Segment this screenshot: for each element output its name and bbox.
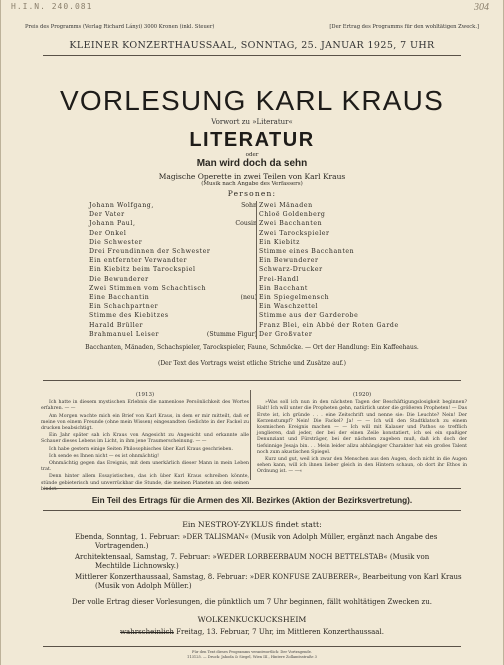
work-subtitle: Man wird doch da sehn — [196, 158, 308, 169]
cast-role-note: Sohn — [241, 202, 257, 209]
cast-list-right — [259, 201, 459, 339]
imprint — [1, 650, 503, 659]
cast-list-left — [89, 201, 257, 339]
cast-extras: Bacchanten, Mänaden, Schachspieler, Tarockspieler, Faune, Schmöcke. — Ort der Handlung: Ein Kaffeehaus. — [85, 344, 419, 351]
cast-row-left — [89, 219, 257, 228]
imprint-line: Für den Text dieses Programms verantwortlich: Der Vortragende. — [192, 650, 312, 654]
vorwort-line: Vorwort zu »Literatur« — [211, 118, 293, 126]
proceeds-note: [Der Ertrag des Programms für den wohltätigen Zweck.] — [329, 24, 479, 30]
cast-row-right: Stimme aus der Garderobe — [259, 312, 359, 320]
cycle-event: Architektensaal, Samstag, 7. Februar: »WEDER LORBEERBAUM NOCH BETTELSTAB« (Musik von Mechtilde Lichnowsky.) — [75, 553, 430, 571]
oder-word: oder — [245, 152, 259, 158]
year-heading-1920: (1920) — [352, 392, 372, 398]
cast-role: Die Bewunderer — [89, 275, 149, 283]
page-number: 304 — [474, 2, 489, 13]
header-topline — [25, 24, 479, 30]
cast-role-note: Cousin — [235, 220, 257, 228]
proceeds-line: Ein Teil des Ertrags für die Armen des XII. Bezirkes (Aktion der Bezirksvertretung). — [91, 496, 413, 505]
cast-role-note: (Stumme Figur) — [206, 330, 257, 338]
quote-paragraph: Kurz und gut, weil ich zwar den Menschen aus den Augen, doch nicht in die Augen sehen kann, will ich ihnen lieber gleich in den Hintern schaun, ob dort ihr Ethos in Ordnung ist. — —« — [257, 457, 467, 475]
cast-row-left — [89, 247, 257, 256]
quote-paragraph: Am Morgen wachte mich ein Brief von Karl Kraus, in dem er mir mitteilt, daß er meine von einem Freunde (ohne mein Wissen) eingesandten Gedichte in der Fackel zu drucken beabsichtigt. — [41, 413, 249, 432]
music-note: (Musik nach Angabe des Verfassers) — [201, 181, 303, 187]
quote-column-1913 — [41, 392, 249, 494]
cast-row-right: Franz Blei, ein Abbé der Roten Garde — [259, 321, 399, 329]
cast-row-left — [89, 321, 257, 330]
cast-role: Johann Paul, — [89, 220, 136, 228]
cast-row-right: Schwarz-Drucker — [259, 266, 323, 274]
cast-role: Johann Wolfgang, — [89, 202, 154, 209]
genre-line: Magische Operette in zwei Teilen von Karl Kraus — [158, 172, 346, 181]
cast-role-note: (neu) — [240, 294, 257, 302]
cast-row-left — [89, 201, 257, 210]
cast-heading: Personen: — [227, 189, 277, 198]
cast-role: Drei Freundinnen der Schwester — [89, 248, 211, 256]
cast-role: Ein Kiebitz beim Tarockspiel — [89, 266, 196, 274]
cast-role: Harald Brüller — [89, 321, 144, 329]
cast-row-left — [89, 229, 257, 238]
cycle-closing: Der volle Ertrag dieser Vorlesungen, die pünktlich um 7 Uhr beginnen, fällt wohltätigen Zwecken zu. — [72, 598, 432, 606]
proceeds-rule-bottom — [43, 510, 461, 511]
cast-role: Zwei Stimmen vom Schachtisch — [89, 284, 207, 292]
cast-row-left — [89, 293, 257, 302]
header-rule — [43, 55, 461, 56]
cast-row-left — [89, 330, 257, 339]
wolkenkuckucksheim-heading: WOLKENKUCKUCKSHEIM — [197, 615, 307, 624]
cast-row-left — [89, 265, 257, 274]
cycle-heading: Ein NESTROY-ZYKLUS findet statt: — [182, 520, 322, 529]
cast-divider — [256, 201, 257, 339]
cast-row-left — [89, 256, 257, 265]
quote-column-1920 — [257, 392, 467, 477]
year-heading-1913: (1913) — [135, 392, 155, 398]
cast-row-right: Stimme eines Bacchanten — [259, 248, 355, 256]
column-divider — [250, 390, 251, 480]
wolkenkuckucksheim-date-text: Freitag, 13. Februar, 7 Uhr, im Mittleren Konzerthaussaal. — [176, 628, 384, 636]
price-note: Preis des Programms (Verlag Richard Lányi) 3000 Kronen (inkl. Steuer) — [25, 24, 215, 30]
cast-row-right: Zwei Mänaden — [259, 202, 313, 209]
imprint-line: 113125. — Druck: Jahoda & Siegel, Wien III., Hintere Zollamtsstraße 3 — [187, 654, 317, 659]
venue-line: KLEINER KONZERTHAUSSAAL, SONNTAG, 25. JANUAR 1925, 7 UHR — [69, 40, 435, 51]
cast-row-left — [89, 302, 257, 311]
section-rule — [43, 380, 461, 381]
quote-paragraph: Ein Jahr später sah ich Kraus von Angesicht zu Angesicht und erkannte alle Schauer dieses Lebens im Licht, in ihm jene Traumerscheinung. — — — [41, 433, 249, 445]
cast-row-right: Ein Kiebitz — [259, 238, 300, 246]
cast-row-right: Ein Bewunderer — [259, 257, 319, 265]
cast-role: Der Onkel — [89, 229, 127, 237]
text-note: (Der Text des Vortrags weist etliche Striche und Zusätze auf.) — [158, 360, 346, 367]
cast-role: Ein entfernter Verwandter — [89, 257, 188, 265]
cast-role: Der Vater — [89, 211, 125, 219]
quote-paragraph: »Was soll ich nun in den nächsten Tagen der Beschäftigungslosigkeit beginnen? Halt! Ich will unter die Propheten gehn, natürlich unter die größeren Propheten! — Das Erste ist, ich gründe . . . eine Zeitschrift und nenne sie: Die Leuchte? Nein! Der Kerzenstumpf? Nein! Die Fackel? Ja! — — Ich will den Stadtklatsch zu einem kosmischen Ereignis machen — — Ich will mit Kalauer und Pathos so trefflich jonglieren, daß jeder, der bei der einen Zeile konstatiert, ich sei ein spaßiger Denunziant und Fürsträger, bei der nächsten zugeben muß, daß ich doch der tiefsinnige Jesaja bin. . . Mein leider allzu abhängiger Charakter hat ein großes Talent noch zum akustischen Spiegel. — [257, 400, 467, 455]
quote-paragraph: Denn hinter allem Essayistischen, das ich über Karl Kraus schreiben könnte, stünde gebieterisch und unverrückbar die Stunde, die meinen Planeten an den seinen bindet. — [41, 474, 249, 492]
cast-role: Eine Bacchantin — [89, 294, 150, 302]
imprint-rule — [43, 646, 461, 647]
cast-row-left — [89, 284, 257, 293]
cast-row-left — [89, 275, 257, 284]
quote-paragraph: Ich sende es Ihnen nicht — es ist ohnmächtig! — [49, 453, 159, 459]
wolkenkuckucksheim-date — [1, 628, 503, 636]
main-title: VORLESUNG KARL KRAUS — [60, 85, 444, 116]
cycle-event: Mittlerer Konzerthaussaal, Samstag, 8. Februar: »DER KONFUSE ZAUBERER«, Bearbeitung von Karl Kraus (Musik von Adolph Müller.) — [75, 573, 462, 591]
cast-role: Die Schwester — [89, 238, 143, 246]
cycle-event: Ebenda, Sonntag, 1. Februar: »DER TALISMAN« (Musik von Adolph Müller, ergänzt nach Angabe des Vortragenden.) — [75, 533, 438, 551]
proceeds-rule-top — [43, 488, 461, 489]
quote-paragraph: Ich hatte in diesem mystischen Erlebnis die namenlose Persönlichkeit des Wortes erfahren. — — — [41, 400, 249, 412]
quote-paragraph: Ich habe gestern einige Seiten Philosophisches über Karl Kraus geschrieben. — [49, 446, 233, 452]
struck-word: wahrscheinlich — [120, 628, 174, 636]
cast-row-right: Zwei Tarockspieler — [259, 229, 330, 237]
archive-mark: H.I.N. 240.081 — [11, 2, 93, 11]
cast-row-right: Ein Spiegelmensch — [259, 294, 330, 302]
cast-role: Brahmanuel Leiser — [89, 330, 160, 338]
cast-row-left — [89, 210, 257, 219]
cast-row-left — [89, 311, 257, 320]
cast-row-right: Ein Waschzettel — [259, 303, 319, 311]
work-title: LITERATUR — [189, 129, 315, 151]
cast-row-left — [89, 238, 257, 247]
quote-paragraph: Ohnmächtig gegen das Ereignis, mit dem unerkärlich dieser Mann in mein Leben trat. — [41, 461, 249, 473]
cast-row-right: Frei-Handl — [259, 275, 299, 283]
cast-role: Stimme des Kiebitzes — [89, 312, 169, 320]
cast-row-right: Chloë Goldenberg — [259, 211, 326, 219]
cast-row-right: Ein Bacchant — [259, 284, 308, 292]
cast-role: Ein Schachpartner — [89, 303, 159, 311]
cast-row-right: Zwei Bacchanten — [259, 220, 323, 228]
cast-row-right: Der Großvater — [259, 330, 313, 338]
